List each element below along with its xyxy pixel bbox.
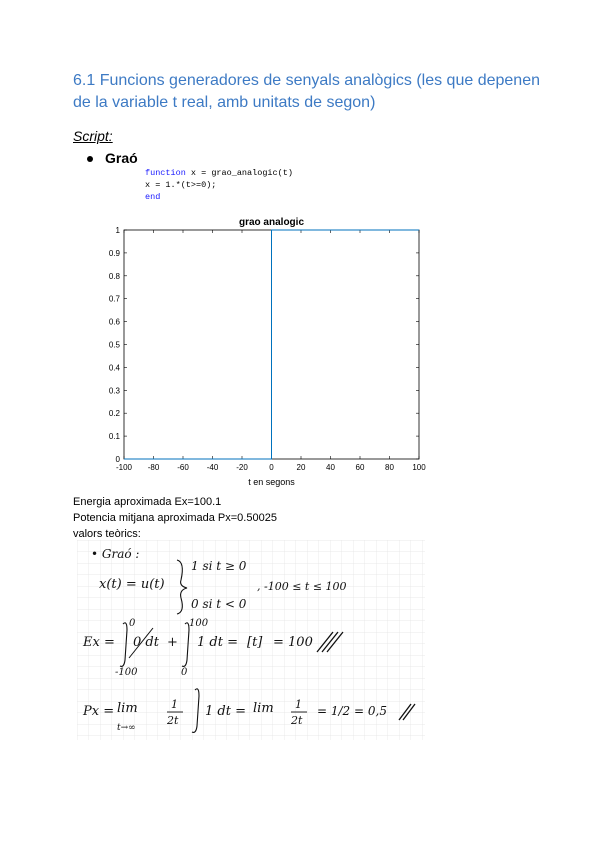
- bullet-label: Graó: [105, 150, 138, 166]
- note-energy-lower2: 0: [181, 667, 188, 678]
- y-tick-label: 0.9: [108, 248, 120, 258]
- code-text: x = grao_analogic(t): [185, 168, 293, 178]
- y-tick-label: 0.1: [108, 432, 120, 442]
- note-energy-result: = 100: [273, 635, 313, 650]
- note-power-lhs: Px =: [83, 704, 115, 719]
- results-block: [73, 494, 277, 542]
- y-tick-label: 0.8: [108, 271, 120, 281]
- note-energy-upper2: 100: [189, 618, 209, 629]
- x-tick-label: -100: [115, 463, 133, 472]
- note-step-top: 1 si t ≥ 0: [191, 559, 247, 573]
- code-line-3: end: [145, 192, 161, 202]
- note-energy-int2: 1 dt =: [197, 635, 238, 650]
- note-power-sub: t→∞: [117, 723, 136, 733]
- code-line-2: x = 1.*(t>=0);: [145, 180, 217, 190]
- x-axis-label: t en segons: [248, 477, 295, 487]
- note-heading: • Graó :: [91, 547, 140, 561]
- x-tick-label: -60: [177, 463, 189, 472]
- note-energy-lower1: -100: [115, 667, 138, 678]
- y-tick-label: 0.7: [108, 294, 120, 304]
- handwritten-notes: [77, 540, 425, 740]
- x-tick-label: 80: [385, 463, 394, 472]
- y-tick-label: 0.6: [108, 317, 120, 327]
- note-step-bottom: 0 si t < 0: [191, 597, 247, 611]
- x-tick-label: 60: [355, 463, 365, 472]
- x-tick-label: 40: [326, 463, 335, 472]
- note-step-lhs: x(t) = u(t): [99, 577, 165, 592]
- step-plot: [95, 212, 435, 492]
- x-tick-label: -80: [147, 463, 160, 472]
- script-label: Script:: [73, 128, 113, 144]
- code-line-1: [145, 167, 293, 179]
- y-tick-label: 0: [115, 455, 120, 464]
- y-tick-label: 0.3: [108, 386, 120, 396]
- bullet-item: [87, 150, 138, 166]
- note-power-result: = 1/2 = 0,5: [317, 704, 387, 718]
- x-tick-label: -20: [236, 463, 248, 472]
- power-result: Potencia mitjana aproximada Px=0.50025: [73, 512, 277, 524]
- theory-label: valors teòrics:: [73, 528, 141, 540]
- note-power-num: 1: [171, 698, 178, 711]
- x-tick-label: -40: [206, 463, 219, 472]
- note-energy-bracket: [t]: [247, 635, 263, 650]
- note-power-lim: lim: [117, 701, 138, 716]
- bullet-dot-icon: [87, 156, 93, 162]
- energy-result: Energia aproximada Ex=100.1: [73, 496, 222, 508]
- note-energy-plus: +: [167, 635, 178, 650]
- section-heading-line-1: 6.1 Funcions generadores de senyals analògics (les que depenen: [73, 72, 540, 89]
- x-tick-label: 20: [296, 463, 306, 472]
- note-energy-upper1: 0: [129, 618, 136, 629]
- note-energy-lhs: Ex =: [83, 635, 115, 650]
- y-tick-label: 0.4: [108, 363, 120, 373]
- section-heading: [73, 70, 543, 114]
- code-keyword: function: [145, 168, 186, 178]
- note-power-den: 2t: [167, 714, 179, 727]
- x-tick-label: 100: [412, 463, 426, 472]
- note-range: , -100 ≤ t ≤ 100: [257, 580, 347, 593]
- y-tick-label: 0.5: [108, 340, 120, 350]
- chart-title: grao analogic: [238, 217, 305, 228]
- y-tick-label: 1: [115, 226, 120, 235]
- note-power-int: 1 dt =: [205, 704, 246, 719]
- code-block: [145, 167, 293, 203]
- note-power-mid-num: 1: [295, 698, 302, 711]
- y-tick-label: 0.2: [108, 409, 120, 419]
- section-heading-line-2: de la variable t real, amb unitats de segon): [73, 94, 376, 111]
- x-tick-label: 0: [269, 463, 274, 472]
- note-power-mid: lim: [253, 701, 274, 716]
- note-energy-int1: 0 dt: [133, 635, 159, 650]
- note-power-mid-den: 2t: [291, 714, 303, 727]
